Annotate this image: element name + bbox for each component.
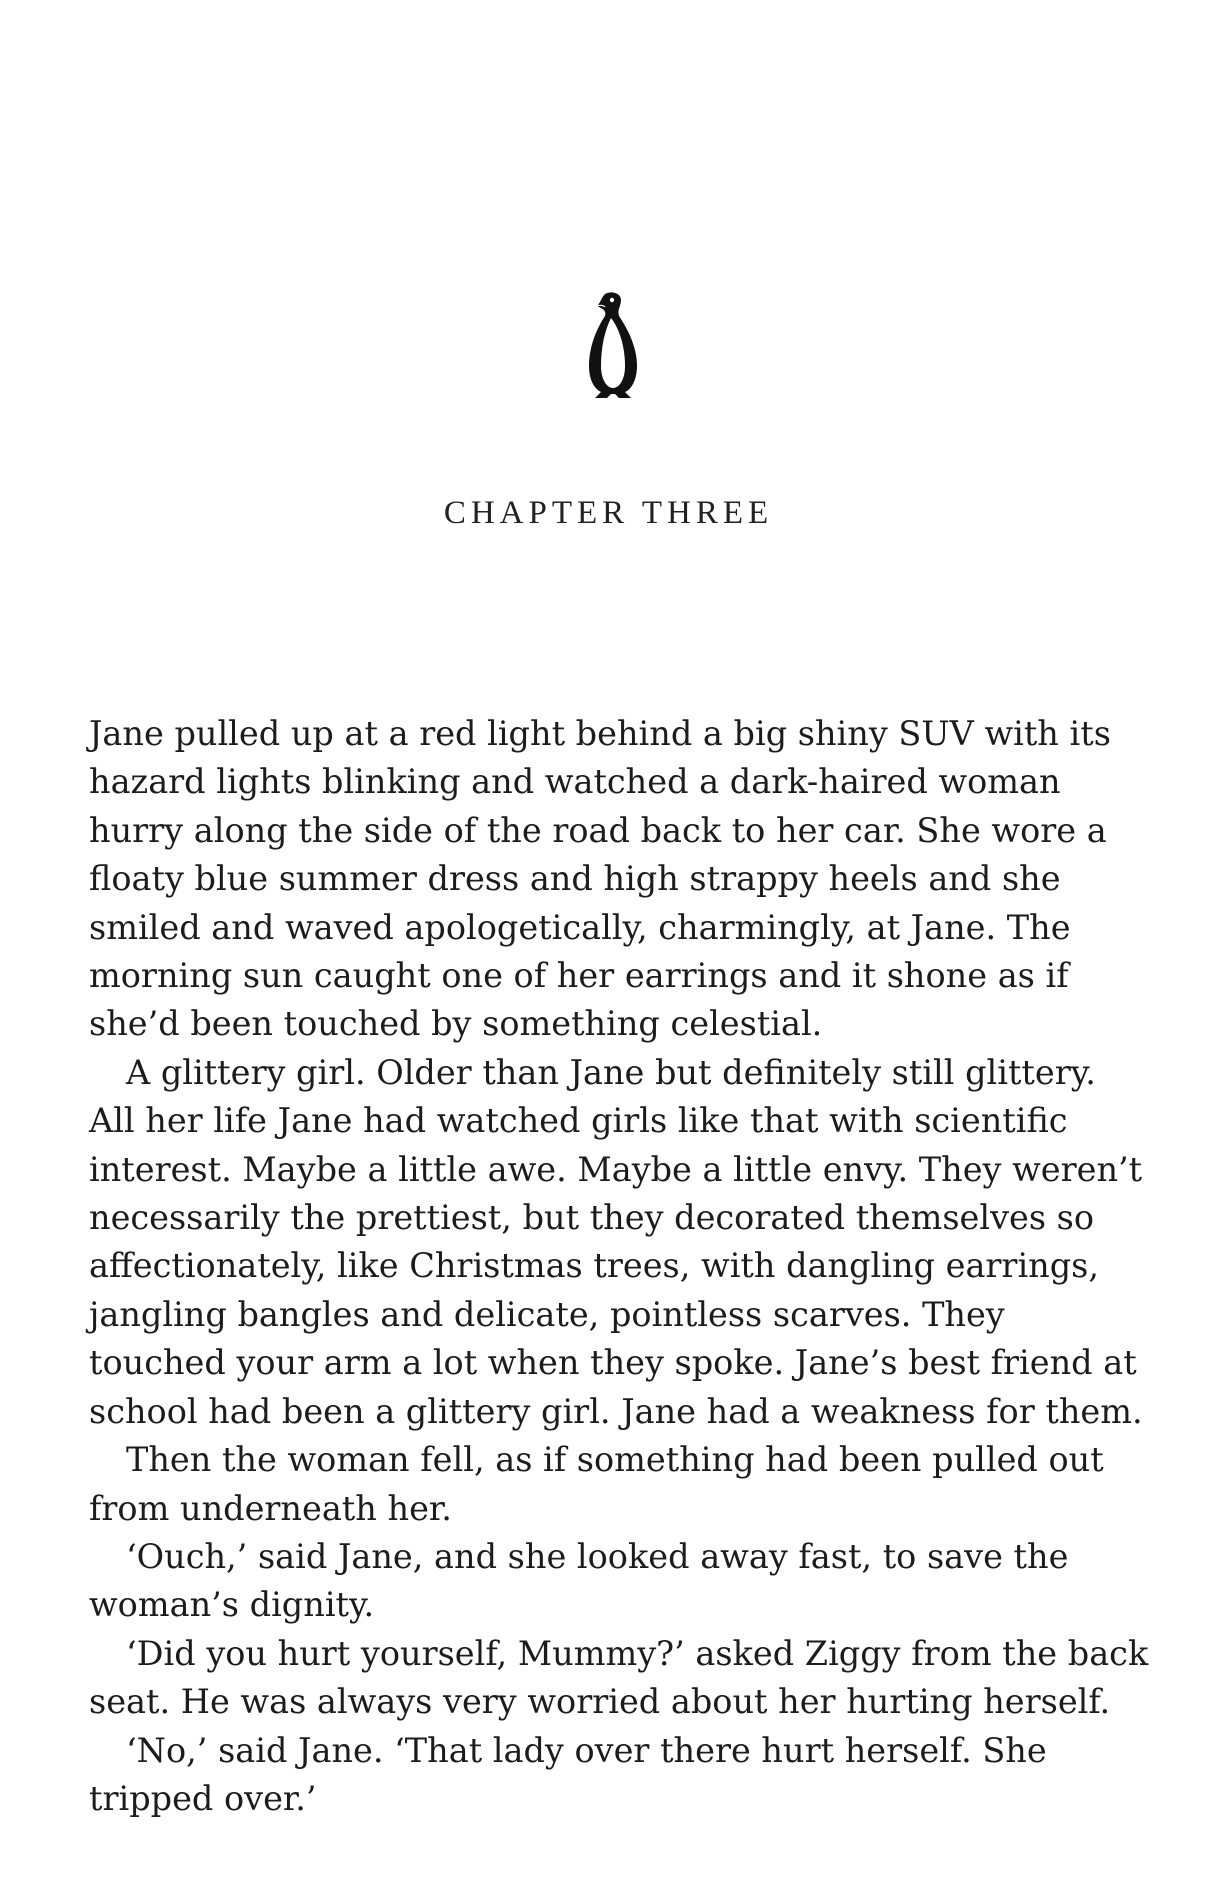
paragraph: Then the woman fell, as if something had been pulled out from underneath her. (89, 1440, 1104, 1528)
paragraph: Jane pulled up at a red light behind a big shiny SUV with its hazard lights blinking and watched a dark-haired woman hurry along the side of the road back to her car. She wore a floaty blue summer dress and high strappy heels and she smiled and waved apologetically, charmingly, at Jane. The morning sun caught one of her earrings and it shone as if she’d been touched by something celestial. (89, 714, 1111, 1044)
paragraph: ‘No,’ said Jane. ‘That lady over there hurt herself. She tripped over.’ (89, 1730, 1047, 1818)
paragraph: A glittery girl. Older than Jane but definitely still glittery. All her life Jane had watched girls like that with scientific interest. Maybe a little awe. Maybe a little envy. They weren’t necessarily the prettiest, but they decorated themselves so affectionately, like Christmas trees, with dangling earrings, jangling bangles and delicate, pointless scarves. They touched your arm a lot when they spoke. Jane’s best friend at school had been a glittery girl. Jane had a weakness for them. (89, 1052, 1143, 1431)
paragraph: ‘Ouch,’ said Jane, and she looked away fast, to save the woman’s dignity. (89, 1536, 1069, 1625)
paragraph: ‘Did you hurt yourself, Mummy?’ asked Ziggy from the back seat. He was always very worried about her hurting herself. (89, 1633, 1149, 1722)
chapter-body (89, 710, 1149, 1823)
chapter-title: CHAPTER THREE (443, 495, 774, 531)
penguin-icon (575, 288, 653, 406)
